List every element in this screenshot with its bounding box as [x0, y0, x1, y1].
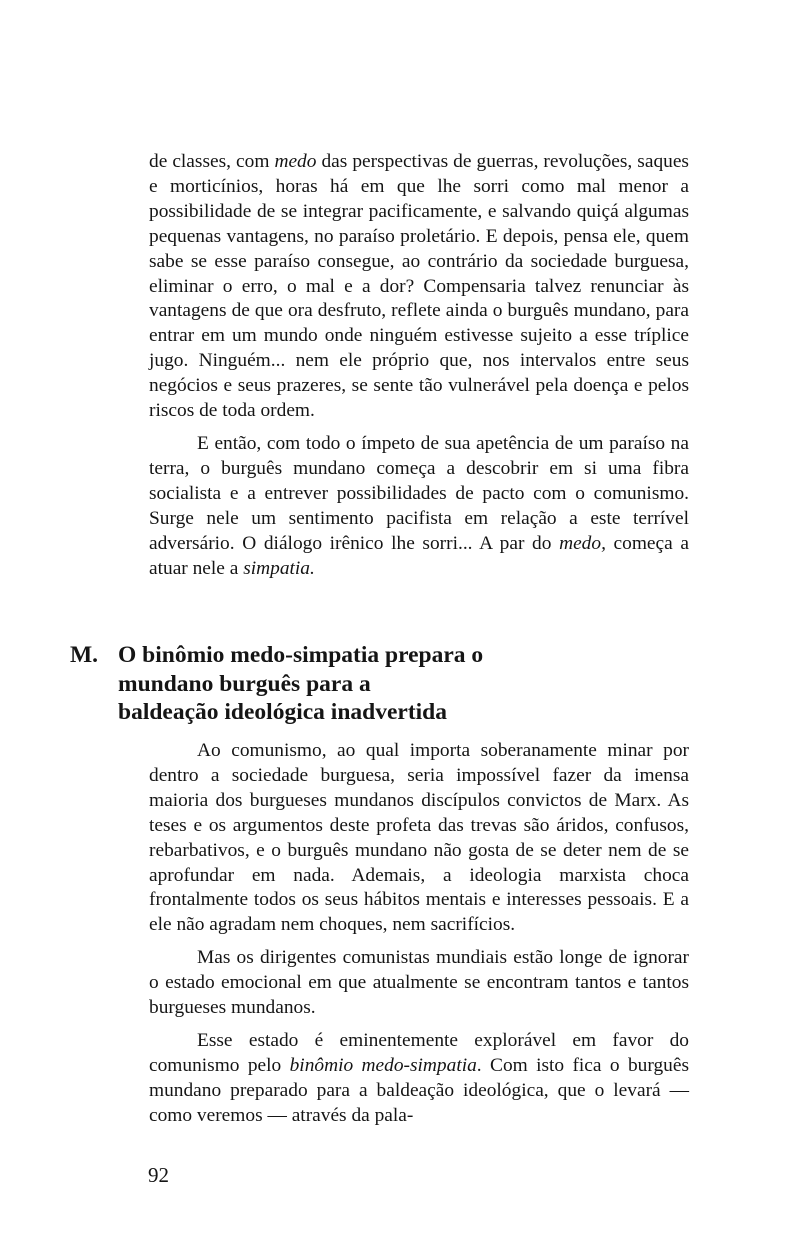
paragraph: Mas os dirigentes comunistas mundiais estão longe de ignorar o estado emocional em que atualmente se encontram tantos e tantos burgueses mundanos. [149, 947, 689, 1019]
page-number: 92 [148, 1163, 169, 1187]
text-block-bottom [149, 739, 689, 1129]
section-title-line: baldeação ideológica inadvertida [118, 699, 447, 725]
section-title-line: O binômio medo-simpatia prepara o [118, 642, 484, 668]
text-block-top [149, 150, 689, 581]
paragraph: E então, com todo o ímpeto de sua apetência de um paraíso na terra, o burguês mundano começa a descobrir em si uma fibra socialista e a entrever possibilidades de pacto com o comunismo. Surge nele um sentimento pacifista em relação a este terrível adversário. O diálogo irênico lhe sorri... A par do medo, começa a atuar nele a simpatia. [149, 432, 689, 579]
paragraph: Ao comunismo, ao qual importa soberanamente minar por dentro a sociedade burguesa, seria impossível fazer da imensa maioria dos burgueses mundanos discípulos convictos de Marx. As teses e os argumentos deste profeta das trevas são áridos, confusos, rebarbativos, e o burguês mundano não gosta de se deter nem de se aprofundar em nada. Ademais, a ideologia marxista choca frontalmente todos os seus hábitos mentais e interesses pessoais. E a ele não agradam nem choques, nem sacrifícios. [149, 740, 689, 936]
section-title [118, 641, 638, 727]
paragraph-continuation: de classes, com medo das perspectivas de guerras, revoluções, saques e morticínios, horas há em que lhe sorri como mal menor a possibilidade de se integrar pacificamente, e salvando quiçá algumas pequenas vantagens, no paraíso proletário. E depois, pensa ele, quem sabe se esse paraíso consegue, ao contrário da sociedade burguesa, eliminar o erro, o mal e a dor? Compensaria talvez renunciar às vantagens de que ora desfruto, reflete ainda o burguês mundano, para entrar em um mundo onde ninguém estivesse sujeito a esse tríplice jugo. Ninguém... nem ele próprio que, nos intervalos entre seus negócios e seus prazeres, se sente tão vulnerável pela doença e pelos riscos de toda ordem. [149, 151, 689, 422]
paragraph: Esse estado é eminentemente explorável em favor do comunismo pelo binômio medo-simpatia. Com isto fica o burguês mundano preparado para a baldeação ideológica, que o levará — como veremos — através da pala- [149, 1029, 689, 1126]
section-title-line: mundano burguês para a [118, 670, 371, 697]
section-letter: M. [70, 642, 99, 668]
